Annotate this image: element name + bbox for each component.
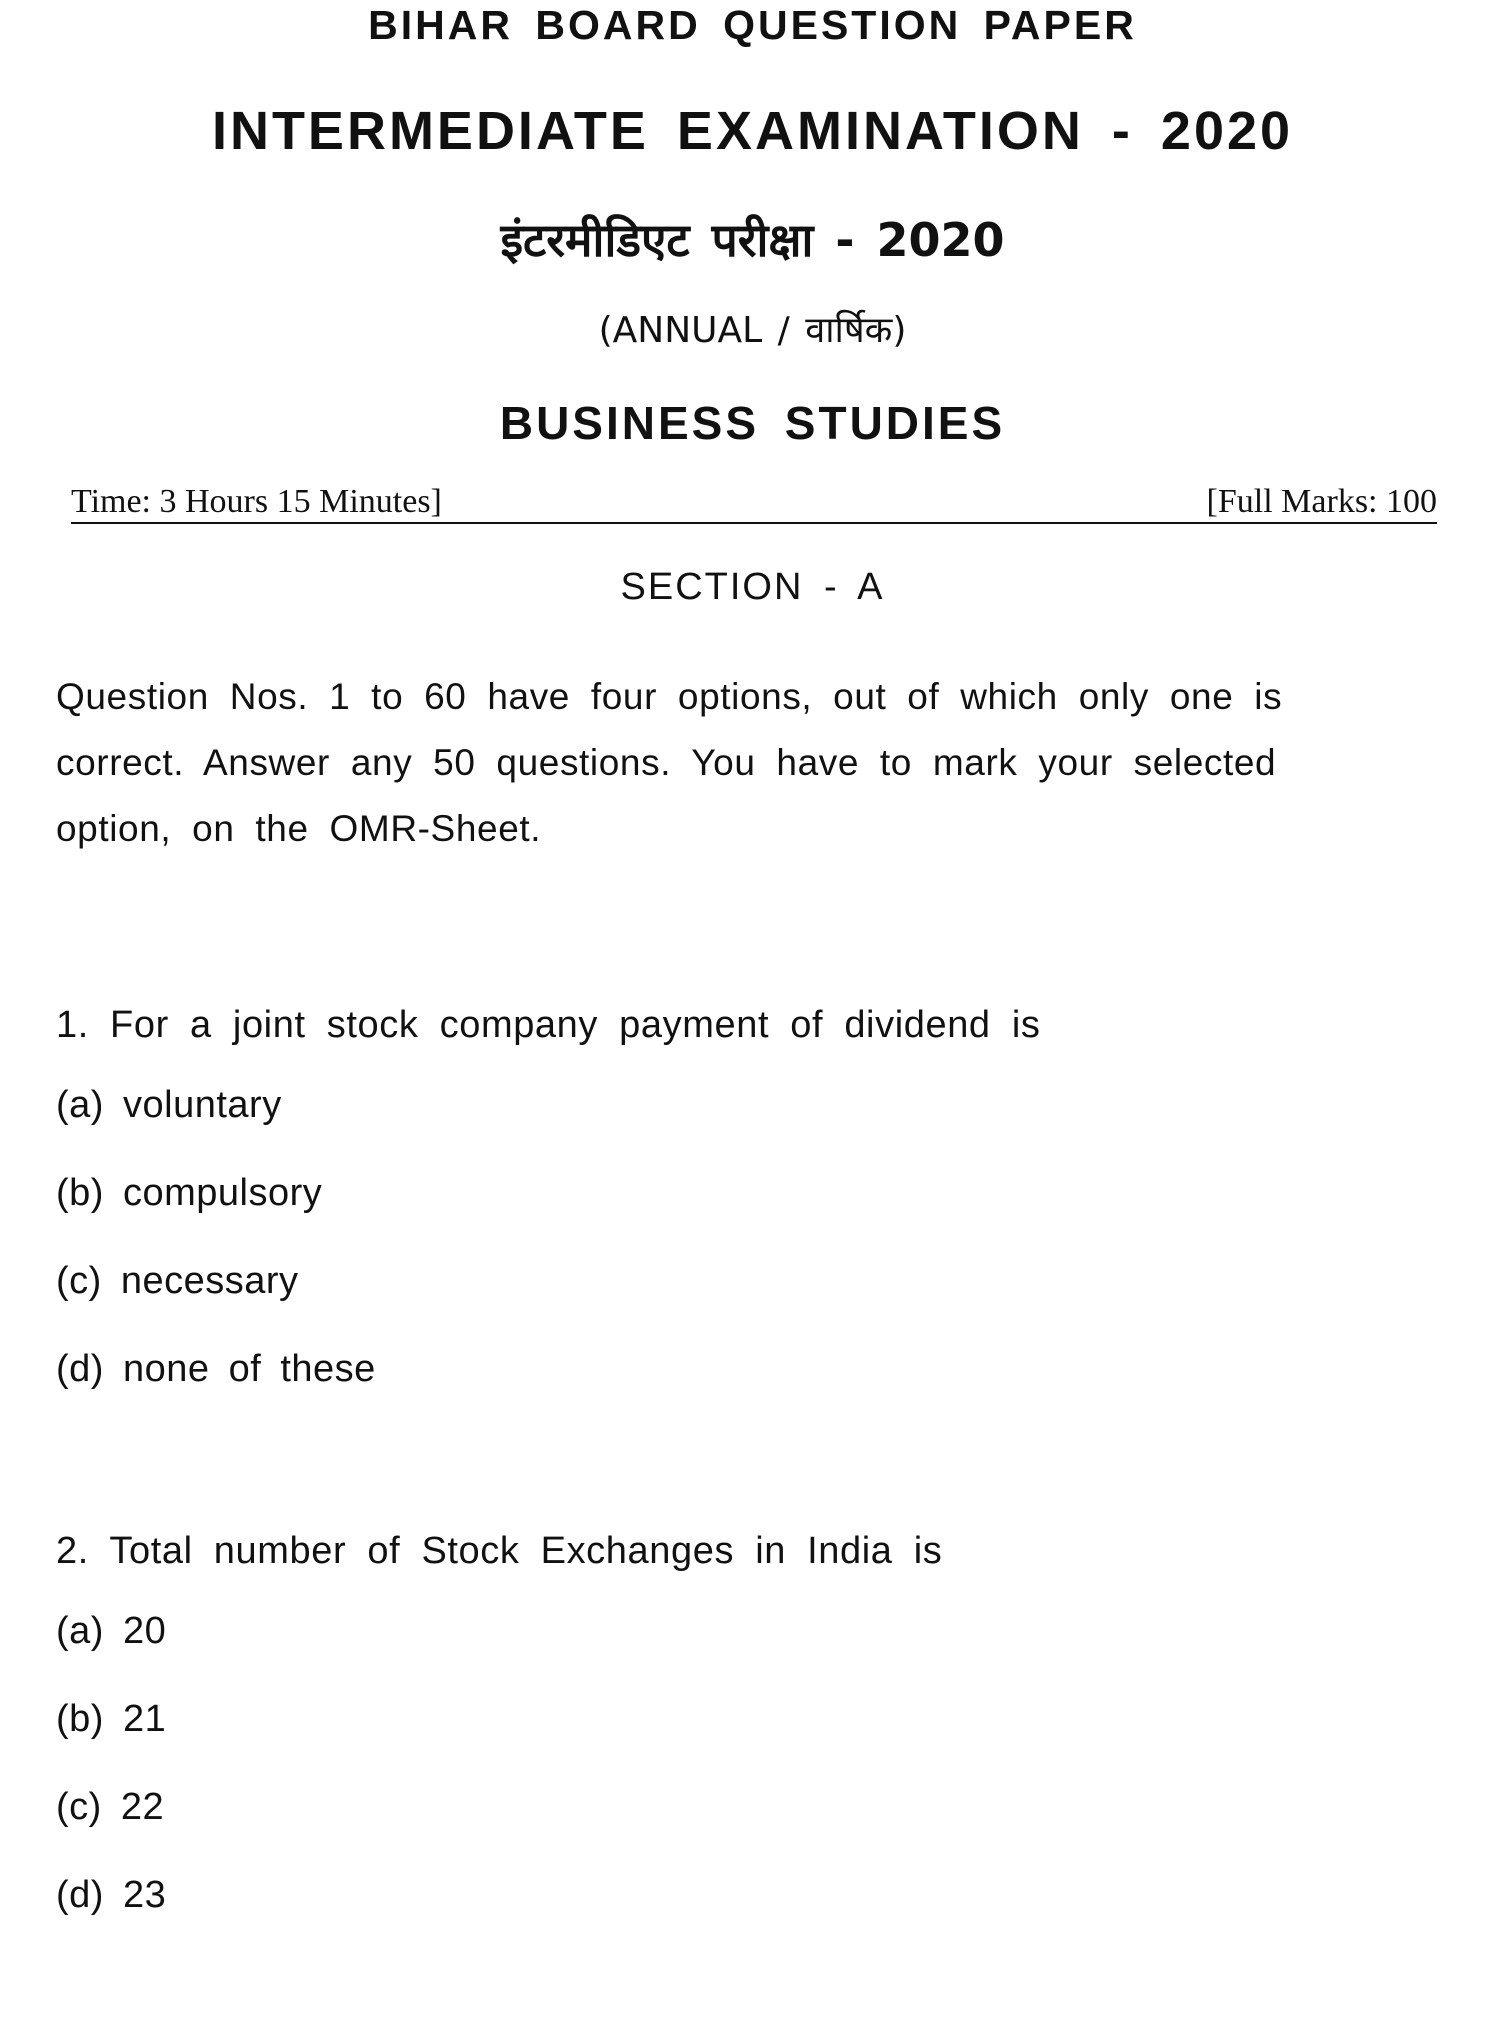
- option-item: (c) necessary: [56, 1260, 299, 1302]
- option-item: (d) none of these: [56, 1348, 376, 1390]
- option-item: (b) compulsory: [56, 1172, 323, 1214]
- question: [56, 995, 1436, 1413]
- question-text: 1. For a joint stock company payment of dividend is: [56, 1004, 1041, 1046]
- time-label: Time: 3 Hours 15 Minutes]: [71, 483, 442, 520]
- exam-title: INTERMEDIATE EXAMINATION - 2020: [211, 101, 1294, 161]
- section-instructions: Question Nos. 1 to 60 have four options, out of which only one is correct. Answer any 50 questions. You have to mark your selected option, on the OMR-Sheet.: [56, 676, 1283, 849]
- option-item: (b) 21: [56, 1698, 167, 1740]
- time-marks-row: [71, 478, 1437, 524]
- option-item: (a) 20: [56, 1610, 167, 1652]
- option-list: [56, 1061, 1436, 1413]
- option-list: [56, 1587, 1436, 1939]
- question-text: 2. Total number of Stock Exchanges in India is: [56, 1530, 943, 1572]
- subject-title: BUSINESS STUDIES: [499, 397, 1006, 449]
- exam-title-hindi: इंटरमीडिएट परीक्षा - 2020: [500, 213, 1005, 267]
- option-item: (d) 23: [56, 1874, 167, 1916]
- option-item: (c) 22: [56, 1786, 165, 1828]
- exam-type-label: (ANNUAL / वार्षिक): [598, 310, 907, 351]
- question: [56, 1521, 1436, 1939]
- board-title: BIHAR BOARD QUESTION PAPER: [368, 2, 1137, 48]
- option-item: (a) voluntary: [56, 1084, 282, 1126]
- full-marks-label: [Full Marks: 100: [1206, 483, 1437, 520]
- section-title: SECTION - A: [620, 566, 885, 608]
